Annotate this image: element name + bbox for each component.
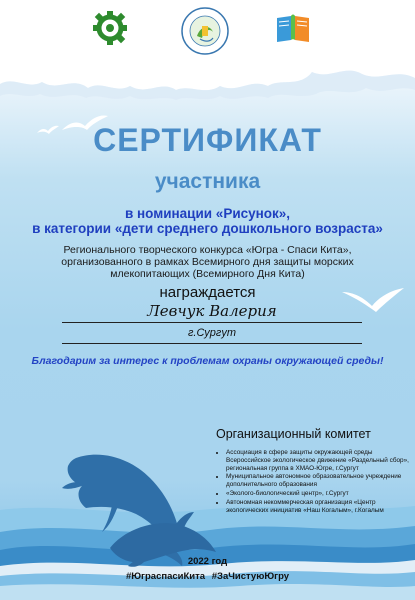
committee-title: Организационный комитет	[216, 427, 371, 441]
book-icon	[275, 12, 311, 46]
nomination-line: в номинации «Рисунок»,	[124, 206, 291, 221]
certificate-title: СЕРТИФИКАТ	[93, 122, 322, 158]
recipient-city: г.Сургут	[62, 327, 362, 344]
footer-year: 2022 год	[187, 556, 228, 567]
recipient-name: Левчук Валерия	[62, 302, 362, 323]
nomination-block	[0, 206, 415, 236]
committee-item: • Автономная некоммерческая организация «Центр экологических инициатив «Наш Когалым», г.Когалым	[226, 499, 415, 515]
contest-line: организованного в рамках Всемирного дня защиты морских	[61, 256, 354, 268]
certificate-subtitle: участника	[154, 170, 261, 193]
committee-item: • Муниципальное автономное образовательное учреждение дополнительного образования	[226, 473, 415, 489]
awarded-label: награждается	[159, 284, 256, 301]
contest-line: млекопитающих (Всемирного Дня Кита)	[110, 268, 305, 280]
category-line: в категории «дети среднего дошкольного возраста»	[32, 221, 383, 236]
footer-hashtags: #ЮграспасиКита #ЗаЧистуюЮгру	[125, 571, 290, 582]
contest-line: Регионального творческого конкурса «Югра - Спаси Кита»,	[63, 244, 352, 256]
committee-list	[214, 449, 415, 515]
committee-item: • «Эколого-биологический центр», г.Сургут	[226, 490, 415, 498]
committee-item: • Ассоциация в сфере защиты окружающей среды Всероссийское экологическое движение «Раздельный сбор», региональная группа в ХМАО-Югре, г.Сургут	[226, 449, 415, 472]
seal-emblem-icon	[180, 6, 230, 56]
gear-icon	[92, 10, 128, 46]
contest-description	[40, 244, 375, 280]
thanks-message: Благодарим за интерес к проблемам охраны окружающей среды!	[31, 355, 384, 367]
